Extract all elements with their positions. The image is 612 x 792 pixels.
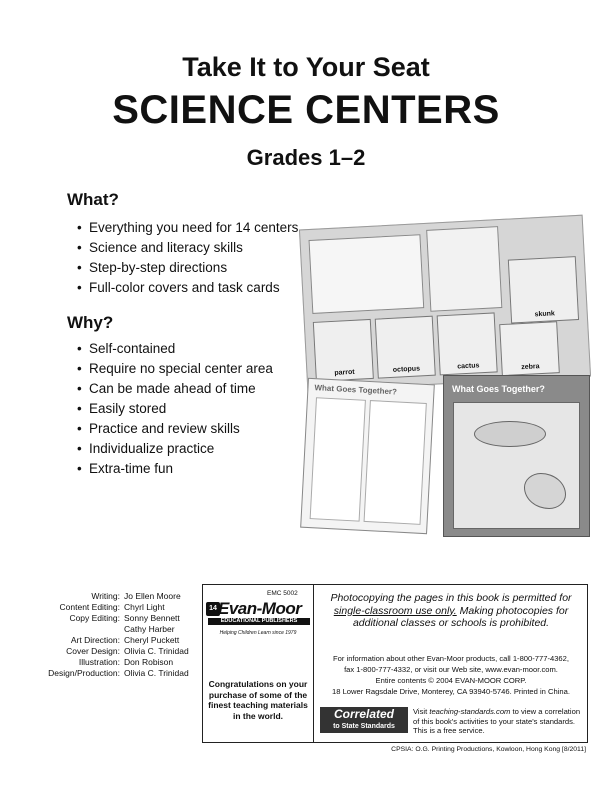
cpsia-line: CPSIA: O.G. Printing Productions, Kowloon, Hong Kong [8/2011]	[391, 746, 586, 753]
what-item: • Science and literacy skills	[77, 238, 298, 258]
worksheet-title: What Goes Together?	[314, 383, 398, 397]
title-line1: Take It to Your Seat	[182, 52, 430, 82]
why-item: • Easily stored	[77, 399, 273, 419]
butterfly-icon	[524, 473, 566, 509]
tagline: Helping Children Learn since 1979	[219, 630, 297, 636]
animal-card: skunk	[508, 256, 579, 323]
penguin-card	[426, 226, 502, 312]
correlated-text: Visit teaching-standards.com to view a correlation of this book's activities to your state's standards. This is a free service.	[413, 707, 581, 736]
cover-title: What Goes Together?	[452, 384, 545, 394]
title-main: SCIENCE CENTERS	[112, 88, 500, 132]
why-list	[77, 339, 273, 479]
why-item: • Self-contained	[77, 339, 273, 359]
title-grades: Grades 1–2	[246, 145, 366, 170]
what-item: • Everything you need for 14 centers	[77, 218, 298, 238]
why-heading: Why?	[67, 313, 114, 332]
evan-moor-logo: 14 Evan-Moor EDUCATIONAL PUBLISHERS	[206, 600, 310, 630]
worksheet-page	[300, 378, 435, 534]
why-item: • Can be made ahead of time	[77, 379, 273, 399]
what-item: • Full-color covers and task cards	[77, 278, 298, 298]
animal-card: octopus	[375, 316, 436, 379]
animal-card: parrot	[313, 319, 374, 382]
airplane-icon	[474, 421, 546, 447]
credits: Writing: Jo Ellen Moore Content Editing: Chyrl Light Copy Editing: Sonny Bennett Cathy Harber Art Direction: Cheryl Puckett Cover Design: Olivia C. Trinidad Illustration: Don Robison Design/Production: Olivia C. Trinidad	[48, 591, 189, 678]
worksheet-thumb	[309, 234, 425, 314]
why-item: • Individualize practice	[77, 439, 273, 459]
correlated-badge: Correlated to State Standards	[320, 707, 408, 733]
contact-info: For information about other Evan-Moor products, call 1-800-777-4362, fax 1-800-777-4332, or visit our Web site, www.evan-moor.com. Entire contents © 2004 EVAN-MOOR CORP. 18 Lower Ragsdale Drive, Monterey, CA 93940-5746. Printed in China.	[332, 654, 570, 696]
cover-illustration	[453, 402, 580, 529]
photocopy-notice: Photocopying the pages in this book is permitted for single-classroom use only. Making photocopies for additional classes or schools is prohibited.	[330, 592, 572, 629]
why-item: • Extra-time fun	[77, 459, 273, 479]
publisher-box	[202, 584, 588, 743]
what-list	[77, 218, 298, 298]
animal-card: cactus	[437, 312, 498, 375]
cover-card	[443, 375, 590, 537]
worksheet-column	[310, 397, 366, 521]
worksheet-column	[364, 400, 427, 525]
why-item: • Require no special center area	[77, 359, 273, 379]
what-heading: What?	[67, 190, 119, 209]
product-photo	[299, 215, 591, 392]
animal-card: zebra	[499, 321, 560, 376]
what-item: • Step-by-step directions	[77, 258, 298, 278]
why-item: • Practice and review skills	[77, 419, 273, 439]
congrats-text: Congratulations on your purchase of some of the finest teaching materials in the world.	[208, 679, 308, 721]
emc-number: EMC 5002	[267, 590, 298, 597]
standards-link[interactable]: teaching-standards.com	[429, 707, 511, 716]
